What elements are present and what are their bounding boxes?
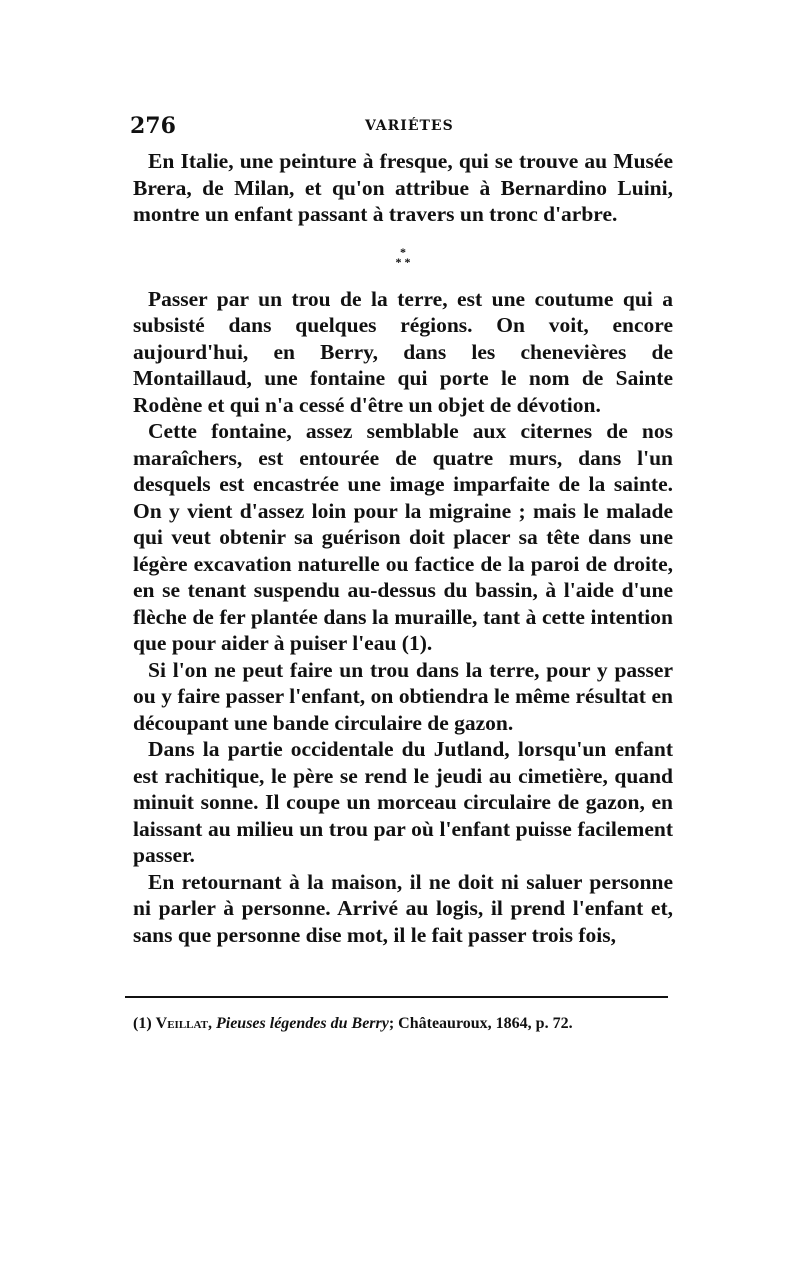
- asterism: [133, 228, 673, 286]
- body-text: [133, 148, 673, 948]
- asterism-top: *: [400, 244, 406, 259]
- paragraph: Si l'on ne peut faire un trou dans la terre, pour y passer ou y faire passer l'enfant, on obtiendra le même résultat en découpant une bande circulaire de gazon.: [133, 657, 673, 735]
- paragraph: Cette fontaine, assez semblable aux citernes de nos maraîchers, est entourée de quatre murs, dans l'un desquels est encastrée une image imparfaite de la sainte. On y vient d'assez loin pour la migraine ; mais le malade qui veut obtenir sa guérison doit placer sa tête dans une légère excavation naturelle ou factice de la paroi de droite, en se tenant suspendu au-dessus du bassin, à l'aide d'une flèche de fer plantée dans la muraille, tant à cette intention que pour aider à puiser l'eau (1).: [133, 419, 673, 655]
- footnote-author: Veillat,: [155, 1015, 212, 1032]
- footnote-rule: [125, 996, 668, 998]
- paragraph: Dans la partie occidentale du Jutland, lorsqu'un enfant est rachitique, le père se rend le jeudi au cimetière, quand minuit sonne. Il coupe un morceau circulaire de gazon, en laissant au milieu un trou par où l'enfant puisse facilement passer.: [133, 737, 673, 867]
- footnote-title: Pieuses légendes du Berry: [215, 1015, 389, 1032]
- asterism-bottom: * *: [395, 254, 411, 269]
- paragraph: En Italie, une peinture à fresque, qui se trouve au Musée Brera, de Milan, et qu'on attribue à Bernardino Luini, montre un enfant passant à travers un tronc d'arbre.: [133, 149, 673, 226]
- running-title: VARIÉTES: [365, 118, 454, 134]
- page-number: 276: [130, 113, 176, 139]
- footnote-rest: ; Châteauroux, 1864, p. 72.: [388, 1015, 573, 1032]
- paragraph: Passer par un trou de la terre, est une coutume qui a subsisté dans quelques régions. On voit, encore aujourd'hui, en Berry, dans les chenevières de Montaillaud, une fontaine qui porte le nom de Sainte Rodène et qui n'a cessé d'être un objet de dévotion.: [133, 286, 673, 417]
- footnote-marker: (1): [133, 1015, 152, 1032]
- paragraph: En retournant à la maison, il ne doit ni saluer personne ni parler à personne. Arrivé au logis, il prend l'enfant et, sans que personne dise mot, il le fait passer trois fois,: [133, 869, 673, 947]
- footnote: [133, 1015, 673, 1033]
